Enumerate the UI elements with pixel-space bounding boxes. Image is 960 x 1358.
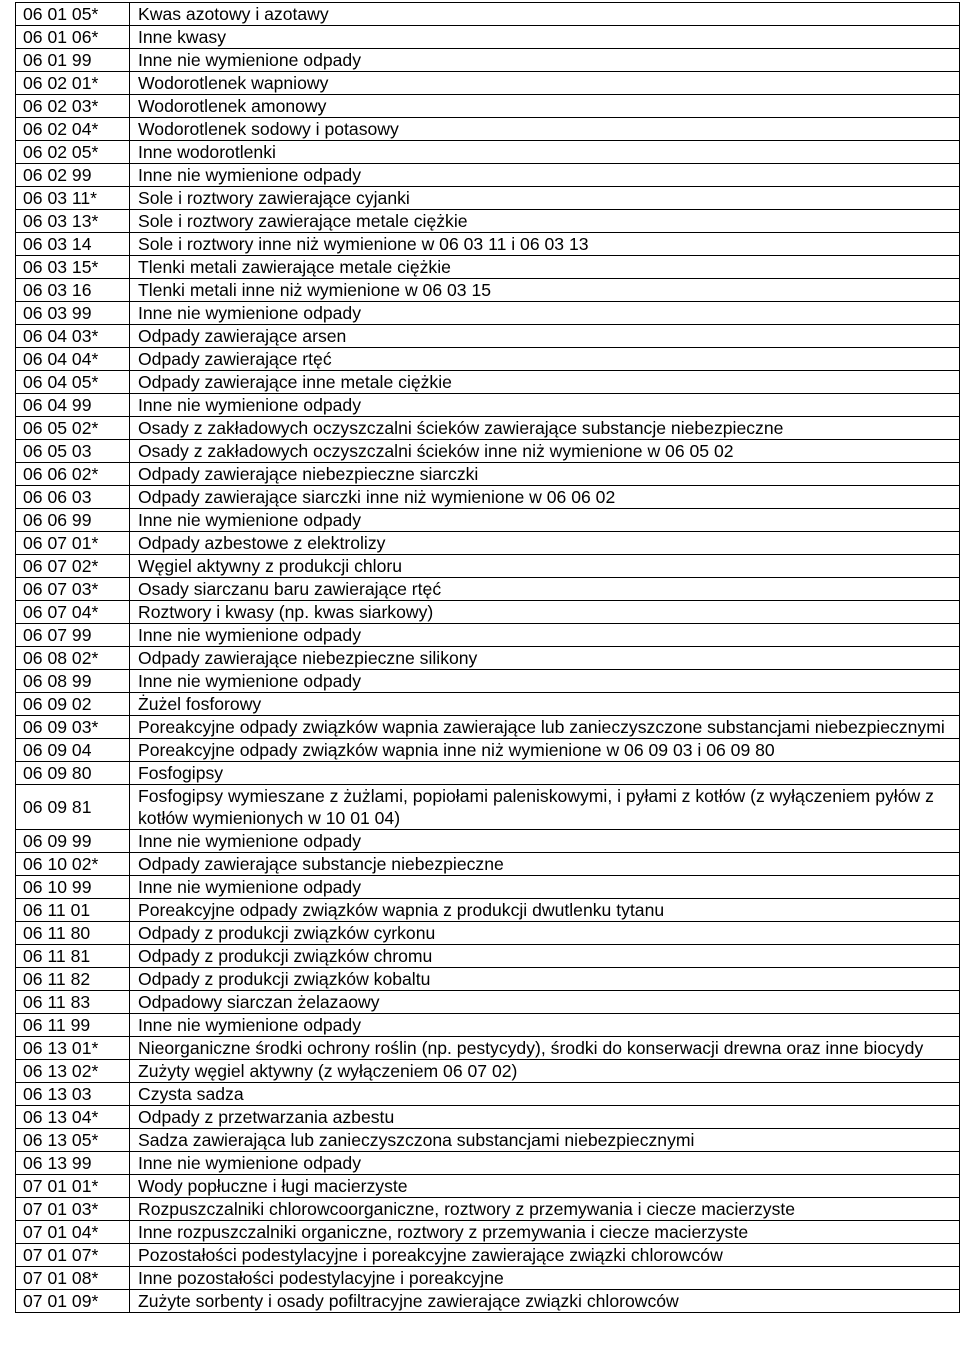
- table-row: [16, 486, 960, 509]
- waste-description-cell: Tlenki metali zawierające metale ciężkie: [130, 256, 960, 279]
- waste-description-cell: Zużyty węgiel aktywny (z wyłączeniem 06 07 02): [130, 1060, 960, 1083]
- waste-code-cell: 06 10 99: [16, 876, 130, 899]
- waste-description-cell: Odpady zawierające inne metale ciężkie: [130, 371, 960, 394]
- waste-description-cell: Sole i roztwory inne niż wymienione w 06 03 11 i 06 03 13: [130, 233, 960, 256]
- table-row: [16, 302, 960, 325]
- waste-code-cell: 06 11 80: [16, 922, 130, 945]
- table-row: [16, 440, 960, 463]
- waste-code-cell: 06 11 99: [16, 1014, 130, 1037]
- table-row: [16, 348, 960, 371]
- waste-code-cell: 06 04 03*: [16, 325, 130, 348]
- waste-description-cell: Zużyte sorbenty i osady pofiltracyjne zawierające związki chlorowców: [130, 1290, 960, 1313]
- table-row: [16, 256, 960, 279]
- waste-code-cell: 06 09 99: [16, 830, 130, 853]
- waste-description-cell: Czysta sadza: [130, 1083, 960, 1106]
- waste-description-cell: Sadza zawierająca lub zanieczyszczona substancjami niebezpiecznymi: [130, 1129, 960, 1152]
- waste-description-cell: Inne nie wymienione odpady: [130, 509, 960, 532]
- waste-description-cell: Odpady zawierające niebezpieczne silikony: [130, 647, 960, 670]
- waste-code-cell: 07 01 04*: [16, 1221, 130, 1244]
- table-row: [16, 164, 960, 187]
- waste-description-cell: Inne nie wymienione odpady: [130, 876, 960, 899]
- waste-description-cell: Poreakcyjne odpady związków wapnia inne niż wymienione w 06 09 03 i 06 09 80: [130, 739, 960, 762]
- waste-code-cell: 06 13 01*: [16, 1037, 130, 1060]
- waste-description-cell: Żużel fosforowy: [130, 693, 960, 716]
- waste-code-cell: 06 07 01*: [16, 532, 130, 555]
- waste-description-cell: Inne nie wymienione odpady: [130, 1152, 960, 1175]
- table-row: [16, 693, 960, 716]
- waste-code-cell: 06 05 03: [16, 440, 130, 463]
- waste-code-cell: 06 07 03*: [16, 578, 130, 601]
- waste-code-cell: 07 01 01*: [16, 1175, 130, 1198]
- table-row: [16, 624, 960, 647]
- waste-description-cell: Wodorotlenek wapniowy: [130, 72, 960, 95]
- table-row: [16, 1083, 960, 1106]
- waste-code-cell: 06 02 03*: [16, 95, 130, 118]
- table-row: [16, 1175, 960, 1198]
- waste-description-cell: Sole i roztwory zawierające metale ciężkie: [130, 210, 960, 233]
- waste-code-cell: 06 09 03*: [16, 716, 130, 739]
- waste-description-cell: Inne rozpuszczalniki organiczne, roztwory z przemywania i ciecze macierzyste: [130, 1221, 960, 1244]
- waste-code-cell: 06 11 82: [16, 968, 130, 991]
- waste-code-cell: 07 01 07*: [16, 1244, 130, 1267]
- waste-code-cell: 06 02 99: [16, 164, 130, 187]
- table-row: [16, 647, 960, 670]
- waste-code-cell: 06 06 99: [16, 509, 130, 532]
- table-row: [16, 922, 960, 945]
- waste-description-cell: Osady z zakładowych oczyszczalni ścieków zawierające substancje niebezpieczne: [130, 417, 960, 440]
- waste-code-cell: 06 13 03: [16, 1083, 130, 1106]
- table-row: [16, 1060, 960, 1083]
- waste-description-cell: Inne nie wymienione odpady: [130, 164, 960, 187]
- waste-description-cell: Inne kwasy: [130, 26, 960, 49]
- table-row: [16, 1152, 960, 1175]
- waste-description-cell: Sole i roztwory zawierające cyjanki: [130, 187, 960, 210]
- waste-description-cell: Wody popłuczne i ługi macierzyste: [130, 1175, 960, 1198]
- waste-code-cell: 06 07 04*: [16, 601, 130, 624]
- waste-code-cell: 06 09 04: [16, 739, 130, 762]
- table-row: [16, 601, 960, 624]
- table-row: [16, 3, 960, 26]
- waste-code-cell: 06 04 05*: [16, 371, 130, 394]
- waste-description-cell: Odpadowy siarczan żelazaowy: [130, 991, 960, 1014]
- table-row: [16, 394, 960, 417]
- waste-description-cell: Fosfogipsy: [130, 762, 960, 785]
- waste-code-table-body: [16, 3, 960, 1313]
- waste-description-cell: Poreakcyjne odpady związków wapnia zawierające lub zanieczyszczone substancjami niebezpiecznymi: [130, 716, 960, 739]
- waste-description-cell: Węgiel aktywny z produkcji chloru: [130, 555, 960, 578]
- waste-description-cell: Tlenki metali inne niż wymienione w 06 03 15: [130, 279, 960, 302]
- waste-code-cell: 06 13 02*: [16, 1060, 130, 1083]
- waste-code-cell: 06 08 02*: [16, 647, 130, 670]
- waste-code-cell: 06 09 02: [16, 693, 130, 716]
- table-row: [16, 233, 960, 256]
- waste-description-cell: Inne nie wymienione odpady: [130, 624, 960, 647]
- waste-code-cell: 06 03 14: [16, 233, 130, 256]
- waste-description-cell: Fosfogipsy wymieszane z żużlami, popiołami paleniskowymi, i pyłami z kotłów (z wyłączeniem pyłów z kotłów wymienionych w 10 01 04): [130, 785, 960, 830]
- waste-description-cell: Odpady z produkcji związków kobaltu: [130, 968, 960, 991]
- waste-description-cell: Rozpuszczalniki chlorowcoorganiczne, roztwory z przemywania i ciecze macierzyste: [130, 1198, 960, 1221]
- waste-code-cell: 07 01 08*: [16, 1267, 130, 1290]
- table-row: [16, 670, 960, 693]
- table-row: [16, 899, 960, 922]
- table-row: [16, 785, 960, 830]
- waste-code-cell: 06 13 99: [16, 1152, 130, 1175]
- waste-code-cell: 06 11 01: [16, 899, 130, 922]
- table-row: [16, 739, 960, 762]
- table-row: [16, 509, 960, 532]
- waste-code-cell: 06 03 16: [16, 279, 130, 302]
- table-row: [16, 968, 960, 991]
- waste-code-cell: 06 07 02*: [16, 555, 130, 578]
- table-row: [16, 555, 960, 578]
- table-row: [16, 210, 960, 233]
- waste-description-cell: Nieorganiczne środki ochrony roślin (np. pestycydy), środki do konserwacji drewna oraz inne biocydy: [130, 1037, 960, 1060]
- table-row: [16, 1267, 960, 1290]
- waste-code-cell: 06 11 83: [16, 991, 130, 1014]
- waste-description-cell: Odpady zawierające arsen: [130, 325, 960, 348]
- table-row: [16, 95, 960, 118]
- waste-code-cell: 06 03 11*: [16, 187, 130, 210]
- waste-description-cell: Odpady zawierające niebezpieczne siarczki: [130, 463, 960, 486]
- table-row: [16, 762, 960, 785]
- waste-code-cell: 06 01 99: [16, 49, 130, 72]
- waste-code-cell: 06 03 15*: [16, 256, 130, 279]
- waste-code-cell: 06 09 81: [16, 785, 130, 830]
- table-row: [16, 830, 960, 853]
- waste-description-cell: Osady siarczanu baru zawierające rtęć: [130, 578, 960, 601]
- waste-code-cell: 07 01 09*: [16, 1290, 130, 1313]
- waste-code-cell: 06 13 04*: [16, 1106, 130, 1129]
- table-row: [16, 26, 960, 49]
- waste-description-cell: Odpady z przetwarzania azbestu: [130, 1106, 960, 1129]
- table-row: [16, 118, 960, 141]
- table-row: [16, 578, 960, 601]
- waste-code-cell: 06 06 03: [16, 486, 130, 509]
- waste-code-cell: 06 09 80: [16, 762, 130, 785]
- waste-code-cell: 06 02 05*: [16, 141, 130, 164]
- table-row: [16, 853, 960, 876]
- table-row: [16, 463, 960, 486]
- waste-description-cell: Inne nie wymienione odpady: [130, 49, 960, 72]
- table-row: [16, 1129, 960, 1152]
- waste-description-cell: Poreakcyjne odpady związków wapnia z produkcji dwutlenku tytanu: [130, 899, 960, 922]
- waste-code-cell: 06 07 99: [16, 624, 130, 647]
- waste-description-cell: Inne wodorotlenki: [130, 141, 960, 164]
- table-row: [16, 417, 960, 440]
- table-row: [16, 49, 960, 72]
- waste-description-cell: Inne pozostałości podestylacyjne i poreakcyjne: [130, 1267, 960, 1290]
- waste-code-table: [15, 2, 960, 1313]
- table-row: [16, 1198, 960, 1221]
- table-row: [16, 1290, 960, 1313]
- table-row: [16, 945, 960, 968]
- table-row: [16, 876, 960, 899]
- waste-code-cell: 06 02 01*: [16, 72, 130, 95]
- waste-description-cell: Odpady zawierające substancje niebezpieczne: [130, 853, 960, 876]
- waste-code-cell: 06 04 99: [16, 394, 130, 417]
- table-row: [16, 371, 960, 394]
- table-row: [16, 1221, 960, 1244]
- table-row: [16, 187, 960, 210]
- table-row: [16, 1106, 960, 1129]
- waste-description-cell: Roztwory i kwasy (np. kwas siarkowy): [130, 601, 960, 624]
- waste-description-cell: Inne nie wymienione odpady: [130, 830, 960, 853]
- waste-code-cell: 06 04 04*: [16, 348, 130, 371]
- table-row: [16, 279, 960, 302]
- waste-code-cell: 06 01 06*: [16, 26, 130, 49]
- waste-description-cell: Kwas azotowy i azotawy: [130, 3, 960, 26]
- waste-description-cell: Inne nie wymienione odpady: [130, 1014, 960, 1037]
- waste-code-cell: 06 03 13*: [16, 210, 130, 233]
- waste-code-cell: 06 01 05*: [16, 3, 130, 26]
- waste-code-cell: 06 08 99: [16, 670, 130, 693]
- table-row: [16, 1037, 960, 1060]
- table-row: [16, 1014, 960, 1037]
- waste-code-cell: 06 13 05*: [16, 1129, 130, 1152]
- waste-description-cell: Odpady azbestowe z elektrolizy: [130, 532, 960, 555]
- waste-description-cell: Inne nie wymienione odpady: [130, 302, 960, 325]
- table-row: [16, 325, 960, 348]
- waste-code-cell: 06 10 02*: [16, 853, 130, 876]
- waste-code-cell: 07 01 03*: [16, 1198, 130, 1221]
- waste-description-cell: Odpady z produkcji związków cyrkonu: [130, 922, 960, 945]
- waste-description-cell: Odpady zawierające siarczki inne niż wymienione w 06 06 02: [130, 486, 960, 509]
- table-row: [16, 72, 960, 95]
- waste-code-cell: 06 02 04*: [16, 118, 130, 141]
- waste-code-cell: 06 06 02*: [16, 463, 130, 486]
- waste-description-cell: Wodorotlenek amonowy: [130, 95, 960, 118]
- table-row: [16, 1244, 960, 1267]
- waste-description-cell: Osady z zakładowych oczyszczalni ścieków inne niż wymienione w 06 05 02: [130, 440, 960, 463]
- table-row: [16, 716, 960, 739]
- table-row: [16, 141, 960, 164]
- table-row: [16, 532, 960, 555]
- waste-code-cell: 06 03 99: [16, 302, 130, 325]
- waste-description-cell: Wodorotlenek sodowy i potasowy: [130, 118, 960, 141]
- waste-code-cell: 06 05 02*: [16, 417, 130, 440]
- waste-description-cell: Inne nie wymienione odpady: [130, 670, 960, 693]
- waste-code-cell: 06 11 81: [16, 945, 130, 968]
- waste-description-cell: Inne nie wymienione odpady: [130, 394, 960, 417]
- waste-description-cell: Pozostałości podestylacyjne i poreakcyjne zawierające związki chlorowców: [130, 1244, 960, 1267]
- waste-description-cell: Odpady z produkcji związków chromu: [130, 945, 960, 968]
- waste-description-cell: Odpady zawierające rtęć: [130, 348, 960, 371]
- table-row: [16, 991, 960, 1014]
